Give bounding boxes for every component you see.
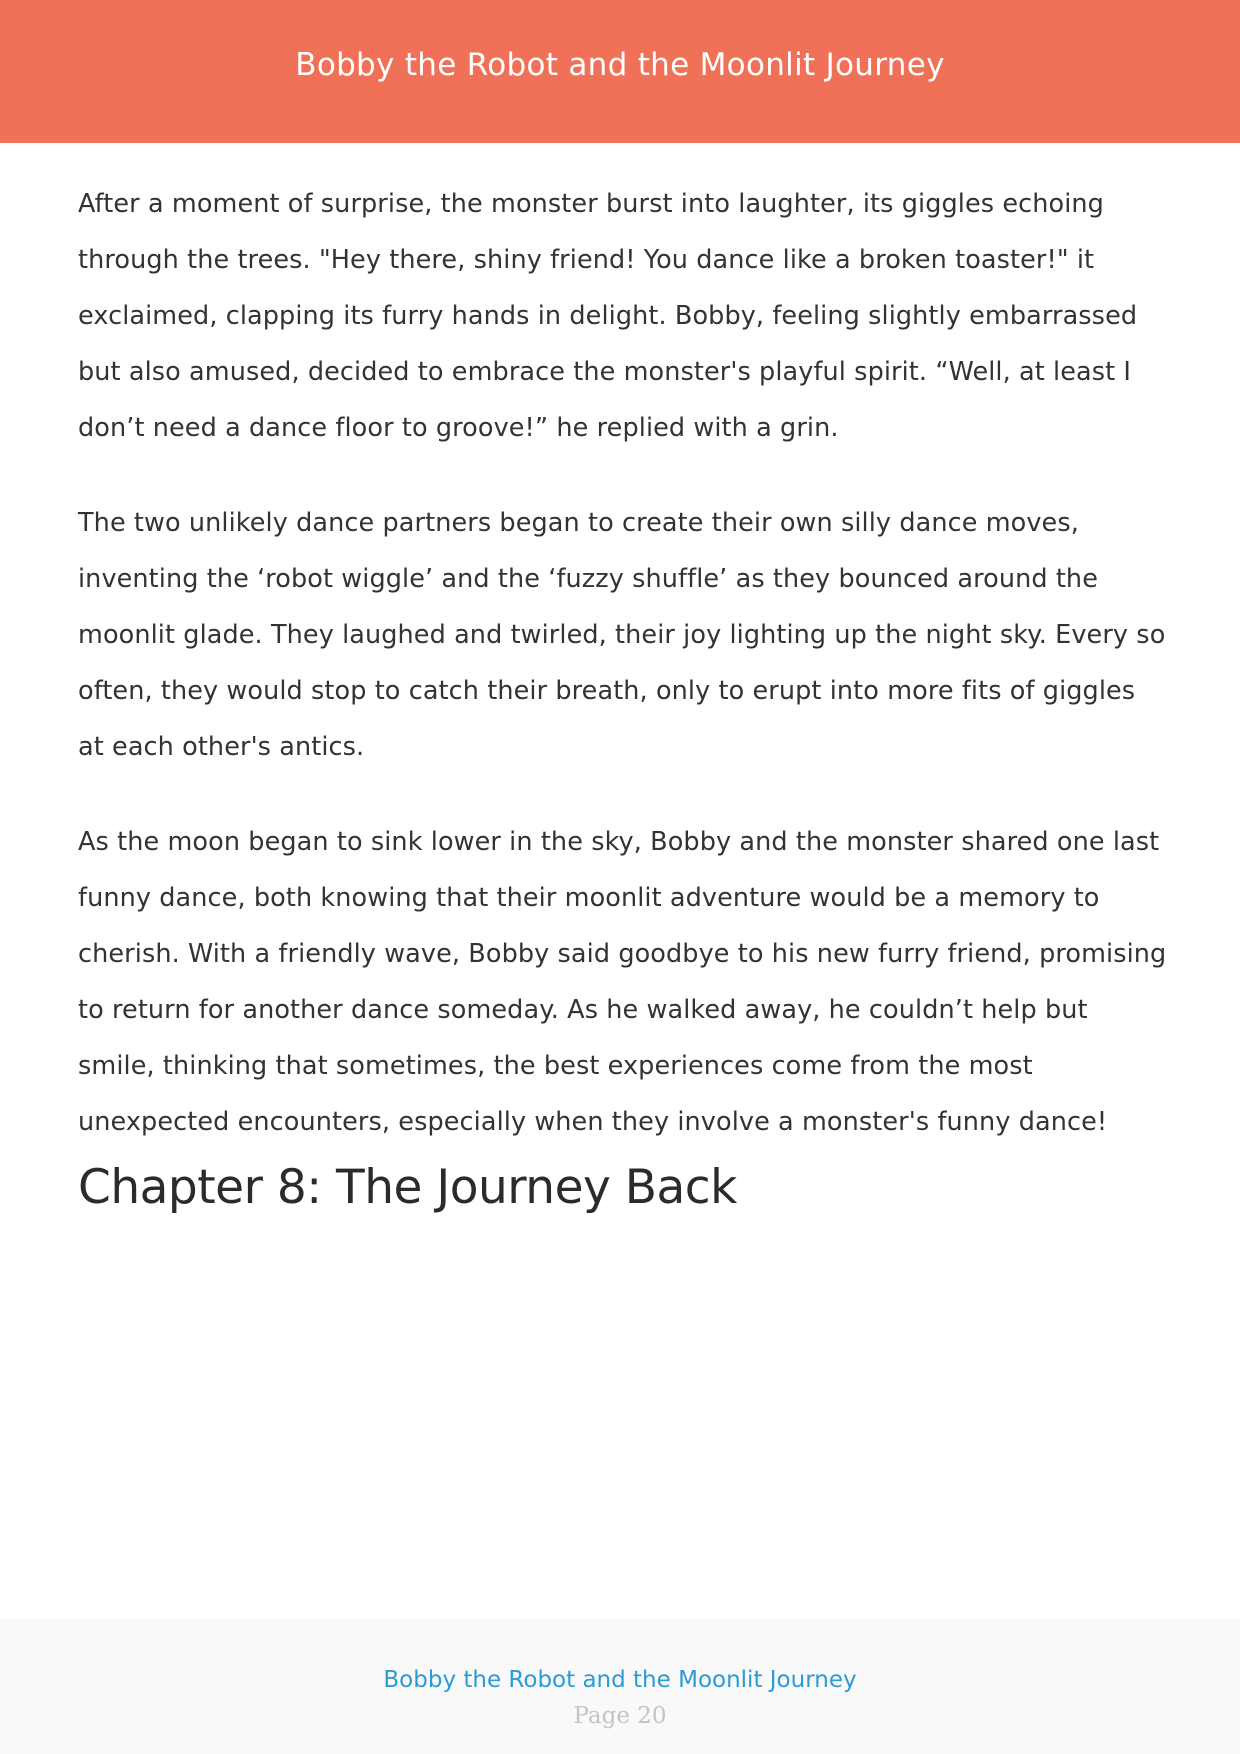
page-footer [0,1619,1240,1754]
footer-title: Bobby the Robot and the Moonlit Journey [383,1667,857,1693]
page-number: Page 20 [573,1703,667,1729]
chapter-heading: Chapter 8: The Journey Back [78,1160,737,1215]
paragraph-1: After a moment of surprise, the monster burst into laughter, its giggles echoing through the trees. "Hey there, shiny friend! You dance like a broken toaster!" it exclaimed, clapping its furry hands in delight. Bobby, feeling slightly embarrassed but also amused, decided to embrace the monster's playful spirit. “Well, at least I don’t need a dance floor to groove!” he replied with a grin. [78,189,1138,443]
paragraph-3: As the moon began to sink lower in the sky, Bobby and the monster shared one last funny dance, both knowing that their moonlit adventure would be a memory to cherish. With a friendly wave, Bobby said goodbye to his new furry friend, promising to return for another dance someday. As he walked away, he couldn’t help but smile, thinking that sometimes, the best experiences come from the most unexpected encounters, especially when they involve a monster's funny dance! [78,827,1167,1137]
header-title: Bobby the Robot and the Moonlit Journey [295,47,945,83]
page-content [78,176,1168,1218]
page-header [0,0,1240,143]
paragraph-2: The two unlikely dance partners began to create their own silly dance moves, inventing the ‘robot wiggle’ and the ‘fuzzy shuffle’ as they bounced around the moonlit glade. They laughed and twirled, their joy lighting up the night sky. Every so often, they would stop to catch their breath, only to erupt into more fits of giggles at each other's antics. [78,508,1166,762]
